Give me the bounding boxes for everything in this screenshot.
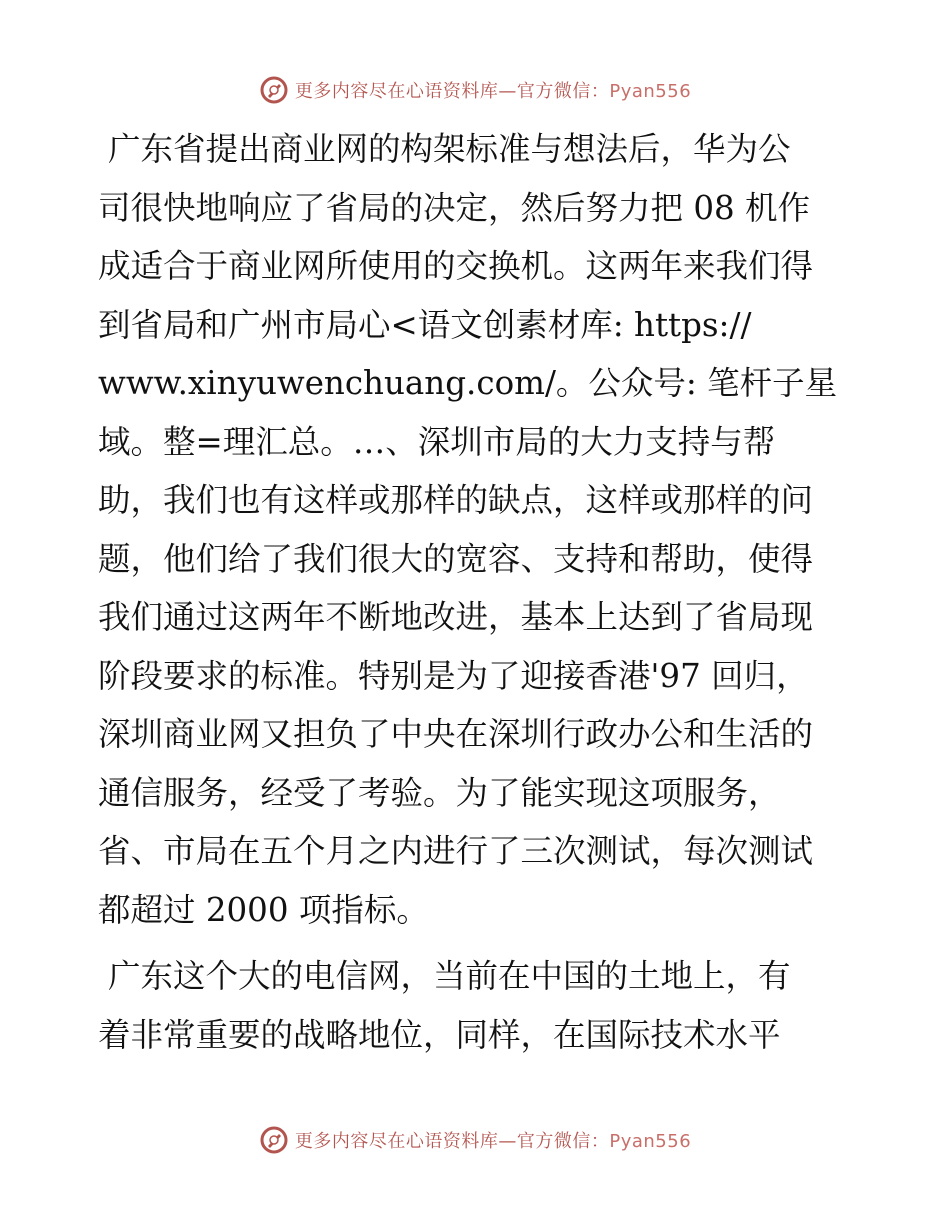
header-wechat-label: 官方微信： bbox=[516, 81, 610, 102]
text-line: 助，我们也有这样或那样的缺点，这样或那样的问 bbox=[98, 481, 814, 519]
text-line: 我们通过这两年不断地改进，基本上达到了省局现 bbox=[98, 598, 814, 636]
footer-wechat-label: 官方微信： bbox=[516, 1131, 610, 1152]
text-line: 广东省提出商业网的构架标准与想法后，华为公 bbox=[108, 130, 791, 168]
text-line: www.xinyuwenchuang.com/。公众号: 笔杆子星 bbox=[98, 364, 838, 402]
pen-seal-logo-icon bbox=[259, 75, 289, 105]
text-line: 着非常重要的战略地位，同样，在国际技术水平 bbox=[98, 1015, 781, 1054]
text-line: 通信服务，经受了考验。为了能实现这项服务， bbox=[98, 773, 781, 812]
paragraph-1 bbox=[98, 120, 850, 939]
text-line: 域。整=理汇总。…、深圳市局的大力支持与帮 bbox=[98, 422, 776, 461]
body-content bbox=[98, 120, 850, 1064]
header-site-text: 更多内容尽在心语资料库 bbox=[294, 81, 499, 102]
pen-seal-logo-icon bbox=[259, 1125, 289, 1155]
text-line: 题，他们给了我们很大的宽容、支持和帮助，使得 bbox=[98, 539, 814, 578]
text-line: 司很快地响应了省局的决定，然后努力把 08 机作 bbox=[98, 188, 811, 227]
footer-text bbox=[295, 1127, 691, 1153]
text-line: 成适合于商业网所使用的交换机。这两年来我们得 bbox=[98, 247, 814, 285]
text-line: 省、市局在五个月之内进行了三次测试，每次测试 bbox=[98, 832, 814, 870]
text-line: 到省局和广州市局心<语文创素材库: https:// bbox=[98, 305, 752, 344]
header-banner bbox=[0, 72, 950, 108]
text-line: 都超过 2000 项指标。 bbox=[98, 890, 429, 929]
text-line: 广东这个大的电信网，当前在中国的土地上，有 bbox=[108, 957, 791, 995]
header-banner-inner bbox=[259, 75, 691, 105]
footer-wechat-id: Pyan556 bbox=[609, 1131, 692, 1152]
footer-site-text: 更多内容尽在心语资料库 bbox=[294, 1131, 499, 1152]
header-wechat-id: Pyan556 bbox=[609, 81, 692, 102]
footer-banner bbox=[0, 1122, 950, 1158]
footer-dash: — bbox=[498, 1131, 517, 1152]
footer-banner-inner bbox=[259, 1125, 691, 1155]
text-line: 阶段要求的标准。特别是为了迎接香港'97 回归， bbox=[98, 656, 809, 695]
header-text bbox=[295, 77, 691, 103]
header-dash: — bbox=[498, 81, 517, 102]
text-line: 深圳商业网又担负了中央在深圳行政办公和生活的 bbox=[98, 715, 814, 753]
paragraph-2 bbox=[98, 947, 850, 1064]
